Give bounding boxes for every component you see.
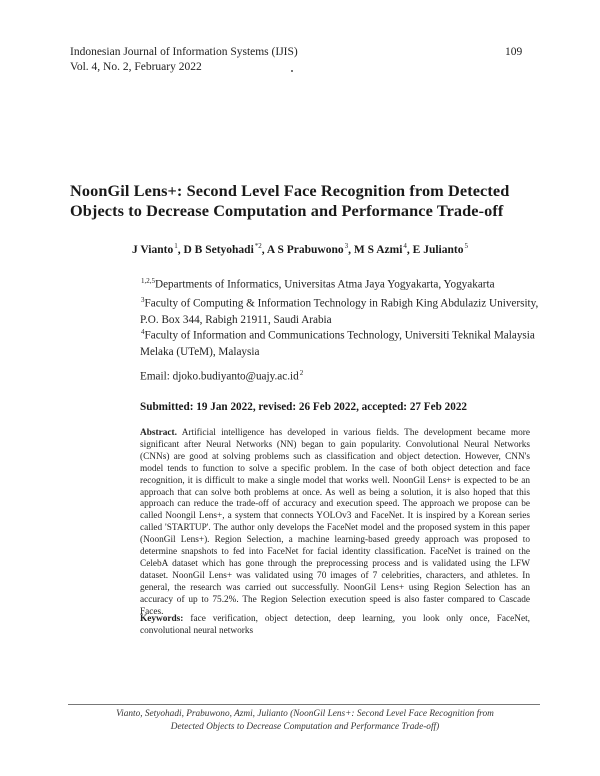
contact-email: Email: $djoko.budiyanto@uajy.ac.id^2$ xyxy=(140,369,304,383)
affiliation: $^4$Faculty of Information and Communications Technology, Universiti Teknikal Malaysia Melaka (UTeM), Malaysia xyxy=(140,328,535,358)
abstract-text: Artificial intelligence has developed in various fields. The development became more significant after Neural Networks (NN) began to gain popularity. Convolutional Neural Networks (CNNs) are good at solving problems such as classification and object detection. However, CNN's model tends to function to solve a specific problem. In the case of both object detection and face recognition, it is difficult to make a single model that works well. NoonGil Lens+ is expected to be an approach that can solve both problems at once. As well as being a solution, it is also hoped that this approach can reduce the trade-off of accuracy and execution speed. The approach we propose can be called Noongil Lens+, a system that connects YOLOv3 and FaceNet. It is inspired by a Korean series called 'STARTUP'. The author only develops the FaceNet model and the proposed system in this paper (NoonGil Lens+). Region Selection, a machine learning-based greedy approach was proposed to determine snapshots to fed into FaceNet for facial identity classification. FaceNet is trained on the CelebA dataset which has gone through the preprocessing process and is validated using the LFW dataset. NoonGil Lens+ was validated using 70 images of 7 celebrities, characters, and athletes. In general, the research was carried out successfully. NoonGil Lens+ using Region Selection has an accuracy of up to 75.2%. The Region Selection execution speed is also faster compared to Cascade Faces. xyxy=(140,428,530,617)
author: E Julianto$^5$ xyxy=(412,242,468,256)
keywords-text: face verification, object detection, deep learning, you look only once, FaceNet, convolutional neural networks xyxy=(140,614,531,636)
submission-dates: Submitted: 19 Jan 2022, revised: 26 Feb 2022, accepted: 27 Feb 2022 xyxy=(140,401,468,413)
journal-volume: Vol. 4, No. 2, February 2022 xyxy=(70,61,202,73)
author: J Vianto$^1$ xyxy=(132,242,178,256)
footer-rule xyxy=(68,704,540,705)
abstract-label: Abstract. xyxy=(140,428,177,438)
affiliation: $^3$Faculty of Computing & Information Technology in Rabigh King Abdulaziz University, P.O. Box 344, Rabigh 21911, Saudi Arabia xyxy=(140,296,539,326)
page-number: 109 xyxy=(505,46,523,58)
paper-title: NoonGil Lens+: Second Level Face Recognition from Detected Objects to Decrease Computation and Performance Trade-off xyxy=(70,181,510,220)
footer-citation: Vianto, Setyohadi, Prabuwono, Azmi, Julianto (NoonGil Lens+: Second Level Face Recognition from Detected Objects to Decrease Computation and Performance Trade-off) xyxy=(116,709,494,732)
abstract xyxy=(140,428,530,619)
journal-name: Indonesian Journal of Information Systems (IJIS) xyxy=(70,46,298,58)
keywords xyxy=(140,614,530,638)
author-list: J Vianto$^1$, D B Setyohadi$^{*2}$, A S Prabuwono$^3$, M S Azmi$^4$, E Julianto$^5$ xyxy=(132,242,468,256)
keywords-label: Keywords: xyxy=(140,614,184,624)
author: D B Setyohadi$^{*2}$ xyxy=(183,242,262,256)
author: A S Prabuwono$^3$ xyxy=(266,242,349,256)
header-mark xyxy=(291,70,293,72)
author: M S Azmi$^4$ xyxy=(353,242,407,256)
affiliation: $^{1,2,5}$Departments of Informatics, Universitas Atma Jaya Yogyakarta, Yogyakarta xyxy=(141,277,495,291)
